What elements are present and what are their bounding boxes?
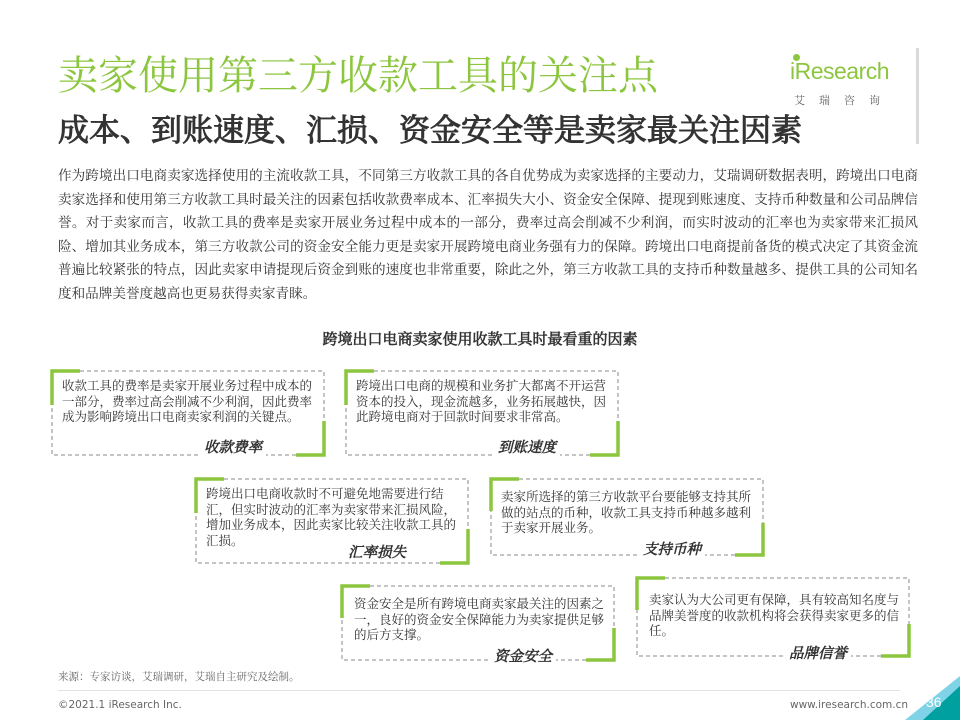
factor-description: 跨境出口电商的规模和业务扩大都离不开运营资本的投入，现金流越多，业务拓展越快，因此跨境电商对于回款时间要求非常高。	[356, 378, 607, 424]
factor-label: 品牌信誉	[785, 642, 851, 663]
factor-card-arrival-speed	[344, 369, 620, 457]
chart-title: 跨境出口电商卖家使用收款工具时最看重的因素	[322, 330, 638, 348]
factor-description: 资金安全是所有跨境电商卖家最关注的因素之一，良好的资金安全保障能力为卖家提供足够的后方支撑。	[354, 596, 605, 642]
logo-chinese-name: 艾瑞咨询	[794, 94, 894, 107]
page-subtitle: 成本、到账速度、汇损、资金安全等是卖家最关注因素	[58, 113, 802, 149]
page-title: 卖家使用第三方收款工具的关注点	[58, 53, 658, 99]
copyright: ©2021.1 iResearch Inc.	[58, 699, 182, 711]
factor-card-fund-security	[340, 584, 616, 665]
factor-card-currencies	[489, 477, 765, 557]
iresearch-logo	[790, 58, 915, 106]
logo-wordmark: iResearch	[790, 58, 890, 84]
factor-card-exchange-loss	[194, 477, 470, 565]
factor-label: 到账速度	[494, 436, 560, 457]
factor-label: 支持币种	[639, 538, 705, 559]
source-note: 来源：专家访谈，艾瑞调研，艾瑞自主研究及绘制。	[58, 671, 300, 683]
header-divider	[916, 48, 919, 144]
website-link[interactable]: www.iresearch.com.cn	[790, 699, 909, 711]
factor-card-fee-rate	[50, 369, 326, 457]
factor-card-brand-reputation	[635, 576, 911, 662]
factor-description: 卖家认为大公司更有保障，具有较高知名度与品牌美誉度的收款机构将会获得卖家更多的信任。	[649, 592, 900, 638]
page-number: 36	[926, 694, 942, 710]
factor-description: 卖家所选择的第三方收款平台要能够支持其所做的站点的币种，收款工具支持币种越多越利于卖家开展业务。	[501, 489, 752, 535]
footer-divider	[58, 690, 900, 691]
factor-label: 收款费率	[200, 436, 266, 457]
factor-description: 收款工具的费率是卖家开展业务过程中成本的一部分，费率过高会削减不少利润，因此费率成为影响跨境出口电商卖家利润的关键点。	[62, 378, 313, 424]
factor-label: 资金安全	[490, 645, 556, 666]
factor-label: 汇率损失	[344, 541, 410, 562]
factor-description: 跨境出口电商收款时不可避免地需要进行结汇，但实时波动的汇率为卖家带来汇损风险，增加业务成本，因此卖家比较关注收款工具的汇损。	[206, 486, 457, 548]
intro-paragraph: 作为跨境出口电商卖家选择使用的主流收款工具，不同第三方收款工具的各自优势成为卖家选择的主要动力，艾瑞调研数据表明，跨境出口电商卖家选择和使用第三方收款工具时最关注的因素包括收款费率成本、汇率损失大小、资金安全保障、提现到账速度、支持币种数量和公司品牌信誉。对于卖家而言，收款工具的费率是卖家开展业务过程中成本的一部分，费率过高会削减不少利润，而实时波动的汇率也为卖家带来汇损风险、增加其业务成本，第三方收款公司的资金安全能力更是卖家开展跨境电商业务强有力的保障。跨境出口电商提前备货的模式决定了其资金流普遍比较紧张的特点，因此卖家申请提现后资金到账的速度也非常重要，除此之外，第三方收款工具的支持币种数量越多、提供工具的公司知名度和品牌美誉度越高也更易获得卖家青睐。	[58, 168, 918, 302]
